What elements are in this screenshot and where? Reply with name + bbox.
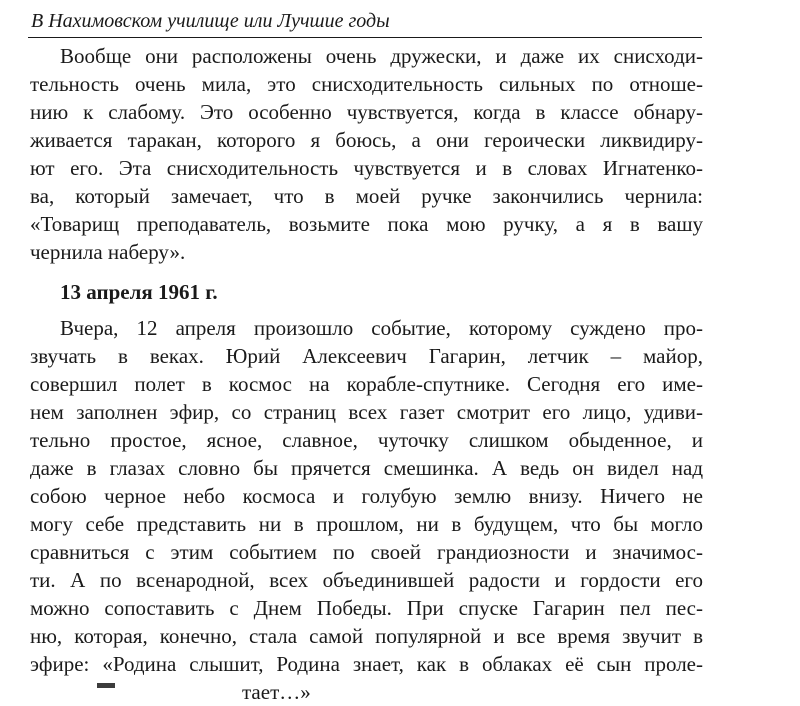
cut-off-next-line	[97, 683, 115, 688]
paragraph-1	[30, 42, 703, 266]
paragraph-line: нем заполнен эфир, со страниц всех газет смотрит его лицо, удиви-	[30, 400, 703, 424]
paragraph-line: тельность очень мила, это снисходительность сильных по отноше-	[30, 72, 703, 96]
paragraph-line: Вообще они расположены очень дружески, и даже их снисходи-	[60, 44, 703, 68]
paragraph-line: собою черное небо космоса и голубую землю внизу. Ничего не	[30, 484, 703, 508]
paragraph-line: чернила наберу».	[30, 240, 186, 264]
date-heading: 13 апреля 1961 г.	[60, 280, 218, 304]
paragraph-line: звучать в веках. Юрий Алексеевич Гагарин, летчик – майор,	[30, 344, 703, 368]
paragraph-line: можно сопоставить с Днем Победы. При спуске Гагарин пел пес-	[30, 596, 703, 620]
paragraph-line: могу себе представить ни в прошлом, ни в будущем, что бы могло	[30, 512, 703, 536]
header-rule	[28, 37, 702, 38]
paragraph-line: ти. А по всенародной, всех объединившей радости и гордости его	[30, 568, 703, 592]
paragraph-line: Вчера, 12 апреля произошло событие, которому суждено про-	[60, 316, 703, 340]
paragraph-line: даже в глазах словно бы прячется смешинка. А ведь он видел над	[30, 456, 703, 480]
paragraph-line: ют его. Эта снисходительность чувствуется и в словах Игнатенко-	[30, 156, 703, 180]
paragraph-line: совершил полет в космос на корабле-спутнике. Сегодня его име-	[30, 372, 703, 396]
paragraph-line: нию к слабому. Это особенно чувствуется, когда в классе обнару-	[30, 100, 703, 124]
paragraph-line: сравниться с этим событием по своей грандиозности и значимос-	[30, 540, 703, 564]
paragraph-line: тает…»	[242, 680, 311, 704]
paragraph-line: тельно простое, ясное, славное, чуточку слишком обыденное, и	[30, 428, 703, 452]
paragraph-2	[30, 314, 703, 706]
paragraph-line: ню, которая, конечно, стала самой популярной и все время звучит в	[30, 624, 703, 648]
running-header: В Нахимовском училище или Лучшие годы	[31, 10, 390, 32]
paragraph-line: эфире: «Родина слышит, Родина знает, как в облаках её сын проле-	[30, 652, 703, 676]
paragraph-line: ва, который замечает, что в моей ручке закончились чернила:	[30, 184, 703, 208]
paragraph-line: живается таракан, которого я боюсь, а они героически ликвидиру-	[30, 128, 703, 152]
paragraph-line: «Товарищ преподаватель, возьмите пока мою ручку, а я в вашу	[30, 212, 703, 236]
